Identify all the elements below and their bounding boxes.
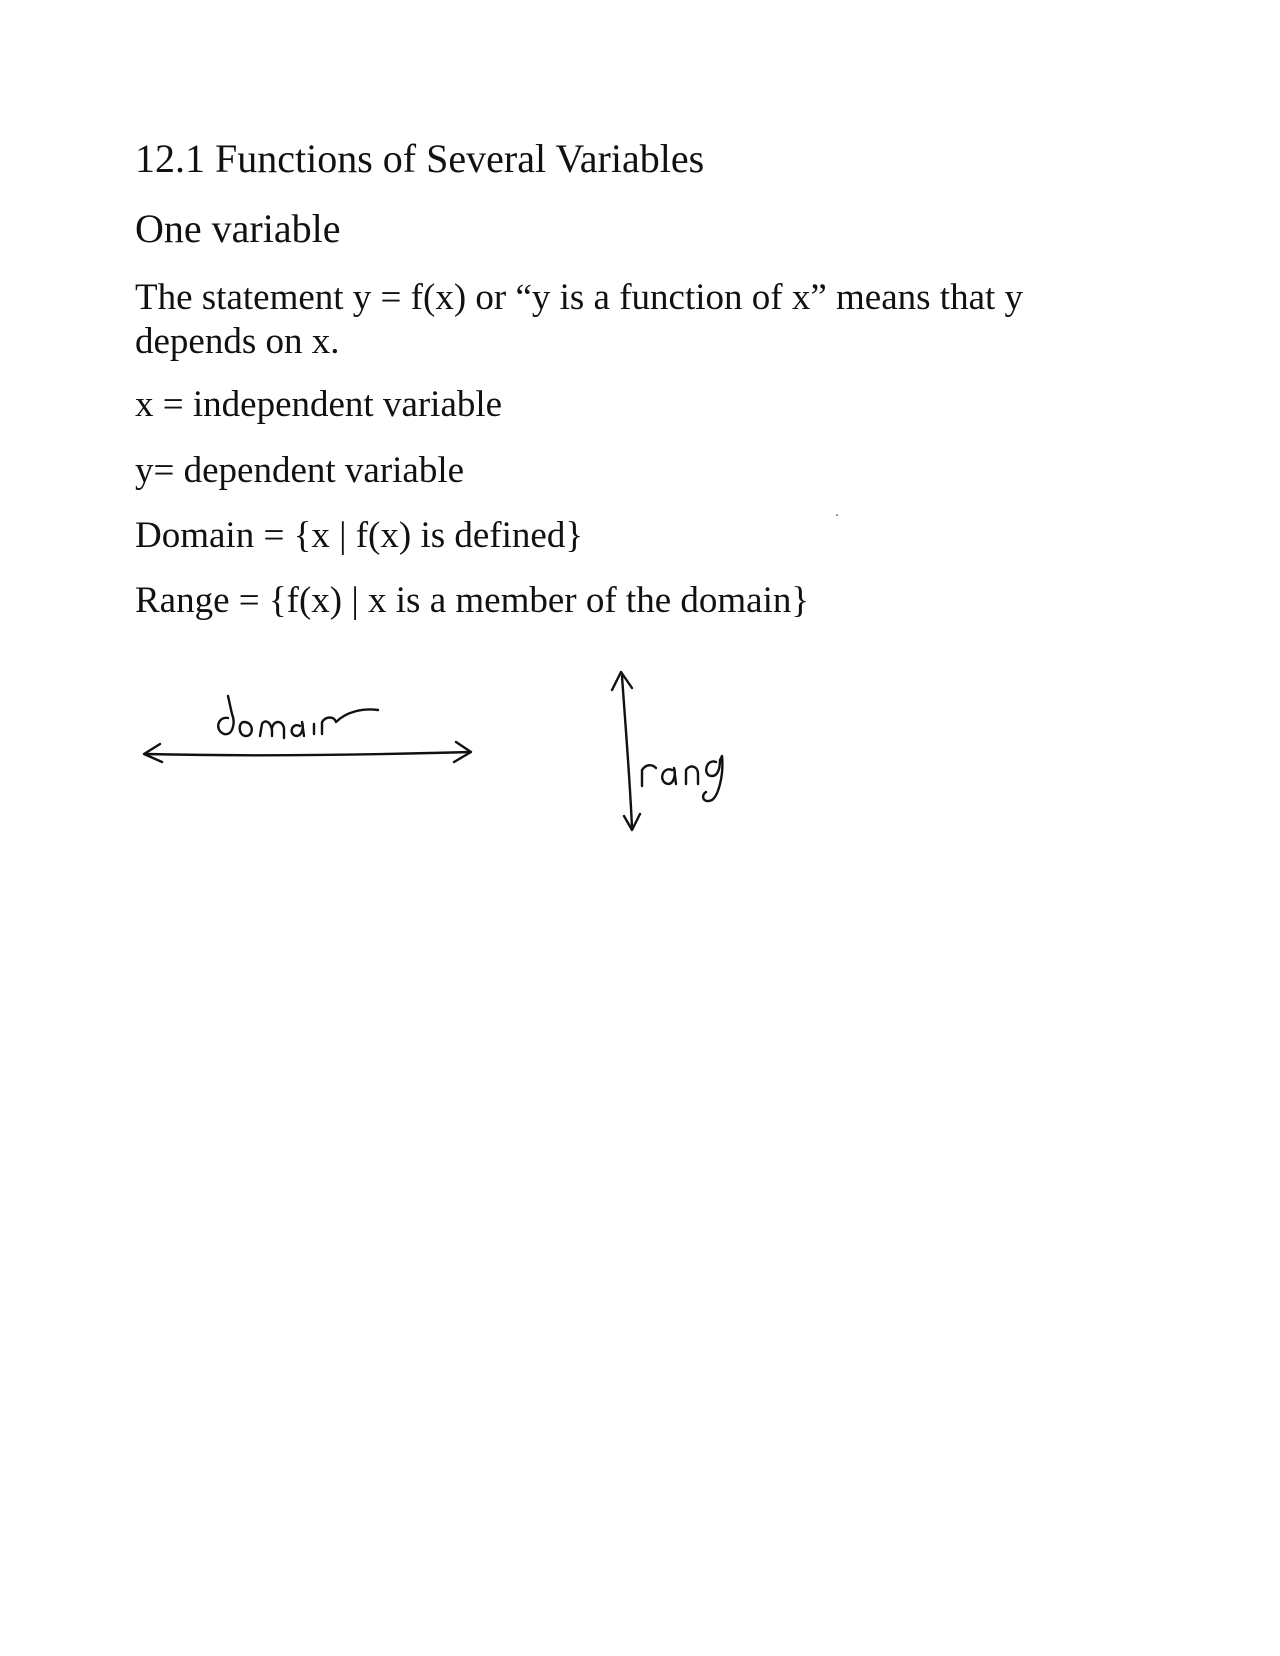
domain-handwritten-label [218, 696, 378, 738]
domain-arrow [144, 742, 471, 762]
domain-definition: Domain = {x | f(x) is defined} [135, 515, 584, 556]
dependent-variable-definition: y= dependent variable [135, 450, 465, 491]
range-arrow-shaft [622, 676, 632, 828]
range-handwritten-label [642, 756, 722, 801]
section-heading: One variable [135, 206, 341, 251]
range-definition: Range = {f(x) | x is a member of the domain} [135, 580, 810, 621]
range-arrow [612, 672, 640, 830]
independent-variable-definition: x = independent variable [135, 384, 503, 425]
domain-arrow-shaft [146, 752, 470, 755]
page-title: 12.1 Functions of Several Variables [135, 136, 705, 181]
function-statement: The statement y = f(x) or “y is a function of x” means that y depends on x. [135, 277, 1024, 362]
